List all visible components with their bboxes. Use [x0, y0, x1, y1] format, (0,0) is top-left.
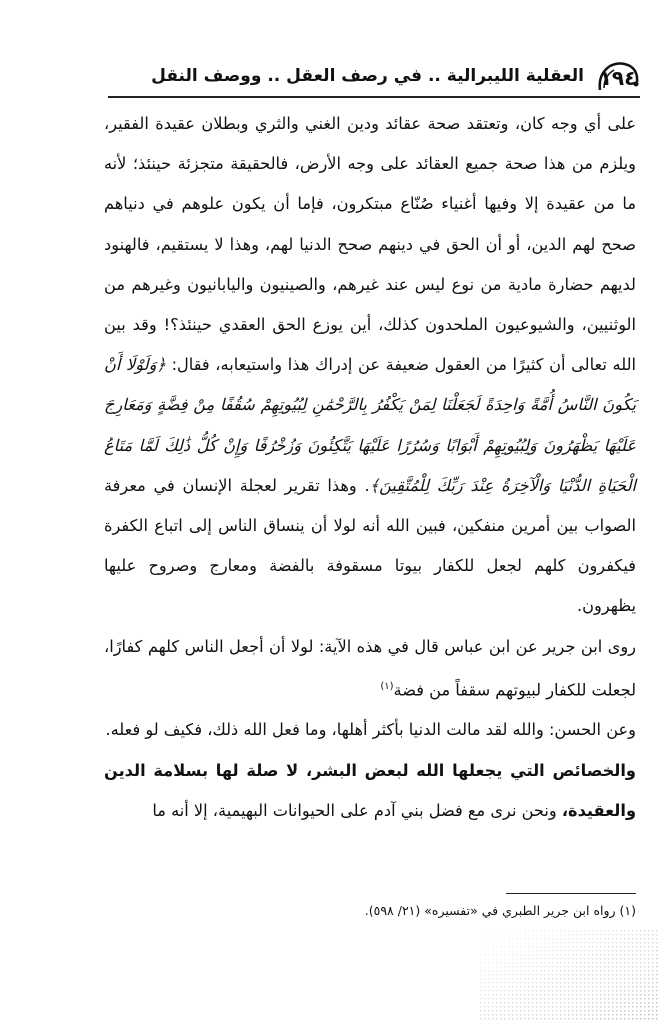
text-run: . وهذا تقرير لعجلة الإنسان في معرفة الصواب بين أمرين منفكين، فبين الله أنه لولا أن ينساق الناس إلى اتباع الكفرة فيكفرون كلهم لجعل للكفار بيوتا مسقوفة بالفضة ومعارج وصروح عليها يظهرون.: [104, 475, 636, 616]
text-run: وعن الحسن: والله لقد مالت الدنيا بأكثر أهلها، وما فعل الله ذلك، فكيف لو فعله.: [105, 720, 636, 740]
text-run: على أي وجه كان، وتعتقد صحة عقائد ودين الغني والثري وبطلان عقيدة الفقير، ويلزم من هذا صحة جميع العقائد على وجه الأرض، فالحقيقة متجزئة حينئذ؛ لأنه ما من عقيدة إلا وفيها أغنياء صُنّاع مبتكرون، فإما أن يكون علوهم في دنياهم صحح لهم الدين، أو أن الحق في دينهم صحح الدنيا لهم، وهذا لا يستقيم، فالهنود لديهم حضارة مادية من نوع ليس عند غيرهم، والصينيون واليابانيون وغيرهم من الوثنيين، والشيوعيون الملحدون كذلك، أين يوزع الحق العقدي حينئذ؟! وقد بين الله تعالى أن كثيرًا من العقول ضعيفة عن إدراك هذا واستيعابه، فقال:: [104, 114, 636, 375]
paragraph: [104, 104, 636, 627]
page-number: ١٩٤: [599, 66, 637, 90]
corner-pattern-decoration: [480, 930, 660, 1021]
page-number-badge: [596, 60, 640, 96]
footnote: (١) رواه ابن جرير الطبري في «تفسيره» (٢١/ ٥٩٨).: [364, 903, 636, 918]
paragraph: [104, 710, 636, 750]
quran-verse: ﴿وَلَوْلَا أَنْ يَكُونَ النَّاسُ أُمَّةً وَاحِدَةً لَجَعَلْنَا لِمَنْ يَكْفُرُ بِالرَّحْمَٰنِ لِبُيُوتِهِمْ سُقُفًا مِنْ فِضَّةٍ وَمَعَارِجَ عَلَيْهَا يَظْهَرُونَ وَلِبُيُوتِهِمْ أَبْوَابًا وَسُرُرًا عَلَيْهَا يَتَّكِئُونَ وَزُخْرُفًا وَإِنْ كُلُّ ذَٰلِكَ لَمَّا مَتَاعُ الْحَيَاةِ الدُّنْيَا وَالْآخِرَةُ عِنْدَ رَبِّكَ لِلْمُتَّقِينَ﴾: [104, 355, 636, 495]
text-run: روى ابن جرير عن ابن عباس قال في هذه الآية: لولا أن أجعل الناس كلهم كفارًا، لجعلت للكفار لبيوتهم سقفاً من فضة: [104, 636, 636, 700]
footnote-marker: (١): [380, 680, 394, 692]
text-run: ونحن نرى مع فضل بني آدم على الحيوانات البهيمية، إلا أنه ما: [152, 800, 562, 820]
body-text: [104, 104, 636, 831]
page-header: [100, 62, 640, 96]
bold-text: والخصائص التي يجعلها الله لبعض البشر، لا صلة لها بسلامة الدين والعقيدة،: [104, 760, 636, 820]
paragraph: [104, 627, 636, 711]
header-rule: [108, 96, 640, 98]
paragraph: [104, 751, 636, 831]
running-title: العقلية الليبرالية .. في رصف العقل .. ووصف النقل: [151, 66, 584, 86]
footnote-separator: [506, 893, 636, 894]
